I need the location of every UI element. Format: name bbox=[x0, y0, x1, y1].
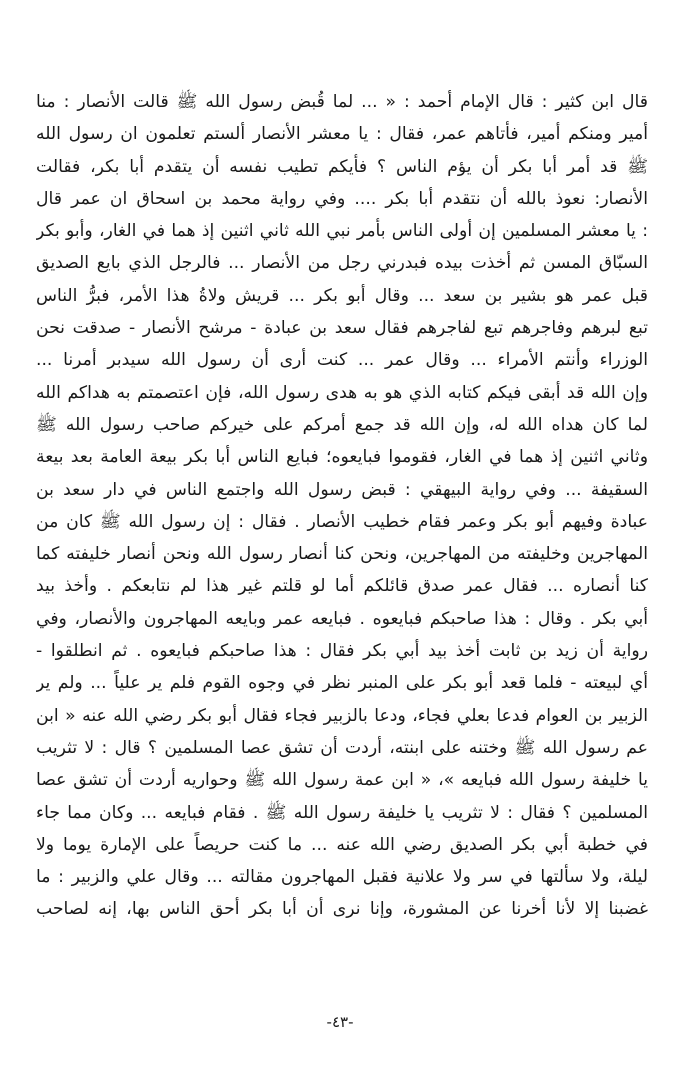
text-line: المسلمين ؟ فقال : لا تثريب يا خليفة رسول الله ﷺ . فقام فبايعه ... وكان مما جاء bbox=[36, 802, 648, 823]
text-line: : يا معشر المسلمين إن أولى الناس بأمر نبي الله ثاني اثنين إذ هما في الغار، وأبو بكر bbox=[36, 221, 648, 242]
text-line: المهاجرين وخليفته من المهاجرين، ونحن كنا أنصار رسول الله ونحن أنصار خليفته كما bbox=[36, 544, 648, 565]
body-text bbox=[36, 86, 648, 926]
text-line: لما كان هداه الله له، وإن الله قد جمع أمركم على خيركم صاحب رسول الله ﷺ bbox=[36, 414, 648, 435]
text-line: قال ابن كثير : قال الإمام أحمد : « ... لما قُبض رسول الله ﷺ قالت الأنصار : منا bbox=[36, 92, 648, 112]
text-line: الأنصار: نعوذ بالله أن نتقدم أبا بكر .... وفي رواية محمد بن اسحاق ان عمر قال bbox=[36, 188, 648, 209]
text-line: الوزراء وأنتم الأمراء ... وقال عمر ... كنت أرى أن رسول الله سيدبر أمرنا ... bbox=[36, 350, 648, 371]
text-line: غضبنا إلا لأنا أخرنا عن المشورة، وإنا نرى أن أبا بكر أحق الناس بها، إنه لصاحب bbox=[36, 899, 648, 920]
text-line: السقيفة ... وفي رواية البيهقي : قبض رسول الله واجتمع الناس في دار سعد بن bbox=[36, 479, 648, 500]
text-line: أمير ومنكم أمير، فأتاهم عمر، فقال : يا معشر الأنصار ألستم تعلمون ان رسول الله bbox=[36, 124, 648, 145]
text-line: وثاني اثنين إذ هما في الغار، فقوموا فبايعوه؛ فبايع الناس أبا بكر بيعة العامة بعد بيعة bbox=[36, 447, 648, 468]
text-line: تبع لبرهم وفاجرهم تبع لفاجرهم فقال سعد بن عبادة - مرشح الأنصار - صدقت نحن bbox=[36, 318, 648, 339]
text-line: في خطبة أبي بكر الصديق رضي الله عنه ... ما كنت حريصاً على الإمارة يوما ولا bbox=[36, 834, 648, 855]
text-line: ليلة، ولا سألتها في سر ولا علانية فقبل المهاجرون مقالته ... وقال علي والزبير : ما bbox=[36, 867, 648, 888]
text-line: كنا أنصاره ... فقال عمر صدق قائلكم أما لو قلتم غير هذا لم نتابعكم . وأخذ بيد bbox=[36, 576, 648, 597]
text-line: قبل عمر هو بشير بن سعد ... وقال أبو بكر ... قريش ولاةُ هذا الأمر، فبرُّ الناس bbox=[36, 285, 648, 306]
text-line: وإن الله قد أبقى فيكم كتابه الذي هو به هدى رسول الله، فإن اعتصمتم به هداكم الله bbox=[36, 382, 648, 403]
text-line: رواية أن زيد بن ثابت أخذ بيد أبي بكر فقال : هذا صاحبكم فبايعوه . ثم انطلقوا - bbox=[36, 641, 648, 662]
text-line: أي لبيعته - فلما قعد أبو بكر على المنبر نظر في وجوه القوم فلم ير علياً ... ولم ير bbox=[36, 673, 648, 694]
page-number: -٤٣- bbox=[326, 1013, 354, 1031]
text-line: يا خليفة رسول الله فبايعه »، « ابن عمة رسول الله ﷺ وحواريه أردت أن تشق عصا bbox=[36, 770, 648, 791]
text-line: عم رسول الله ﷺ وختنه على ابنته، أردت أن تشق عصا المسلمين ؟ قال : لا تثريب bbox=[36, 737, 648, 758]
text-line: ﷺ قد أمر أبا بكر أن يؤم الناس ؟ فأيكم تطيب نفسه أن يتقدم أبا بكر، فقالت bbox=[36, 156, 648, 177]
text-line: عبادة وفيهم أبو بكر وعمر فقام خطيب الأنصار . فقال : إن رسول الله ﷺ كان من bbox=[36, 511, 648, 532]
text-line: الزبير بن العوام فدعا بعلي فجاء، ودعا بالزبير فجاء فقال أبو بكر رضي الله عنه « ابن bbox=[36, 705, 648, 726]
text-line: السبّاق المسن ثم أخذت بيده فبدرني رجل من الأنصار ... فالرجل الذي بايع الصديق bbox=[36, 253, 648, 274]
text-line: أبي بكر . وقال : هذا صاحبكم فبايعوه . فبايعه عمر وبايعه المهاجرون والأنصار، وفي bbox=[36, 608, 648, 629]
